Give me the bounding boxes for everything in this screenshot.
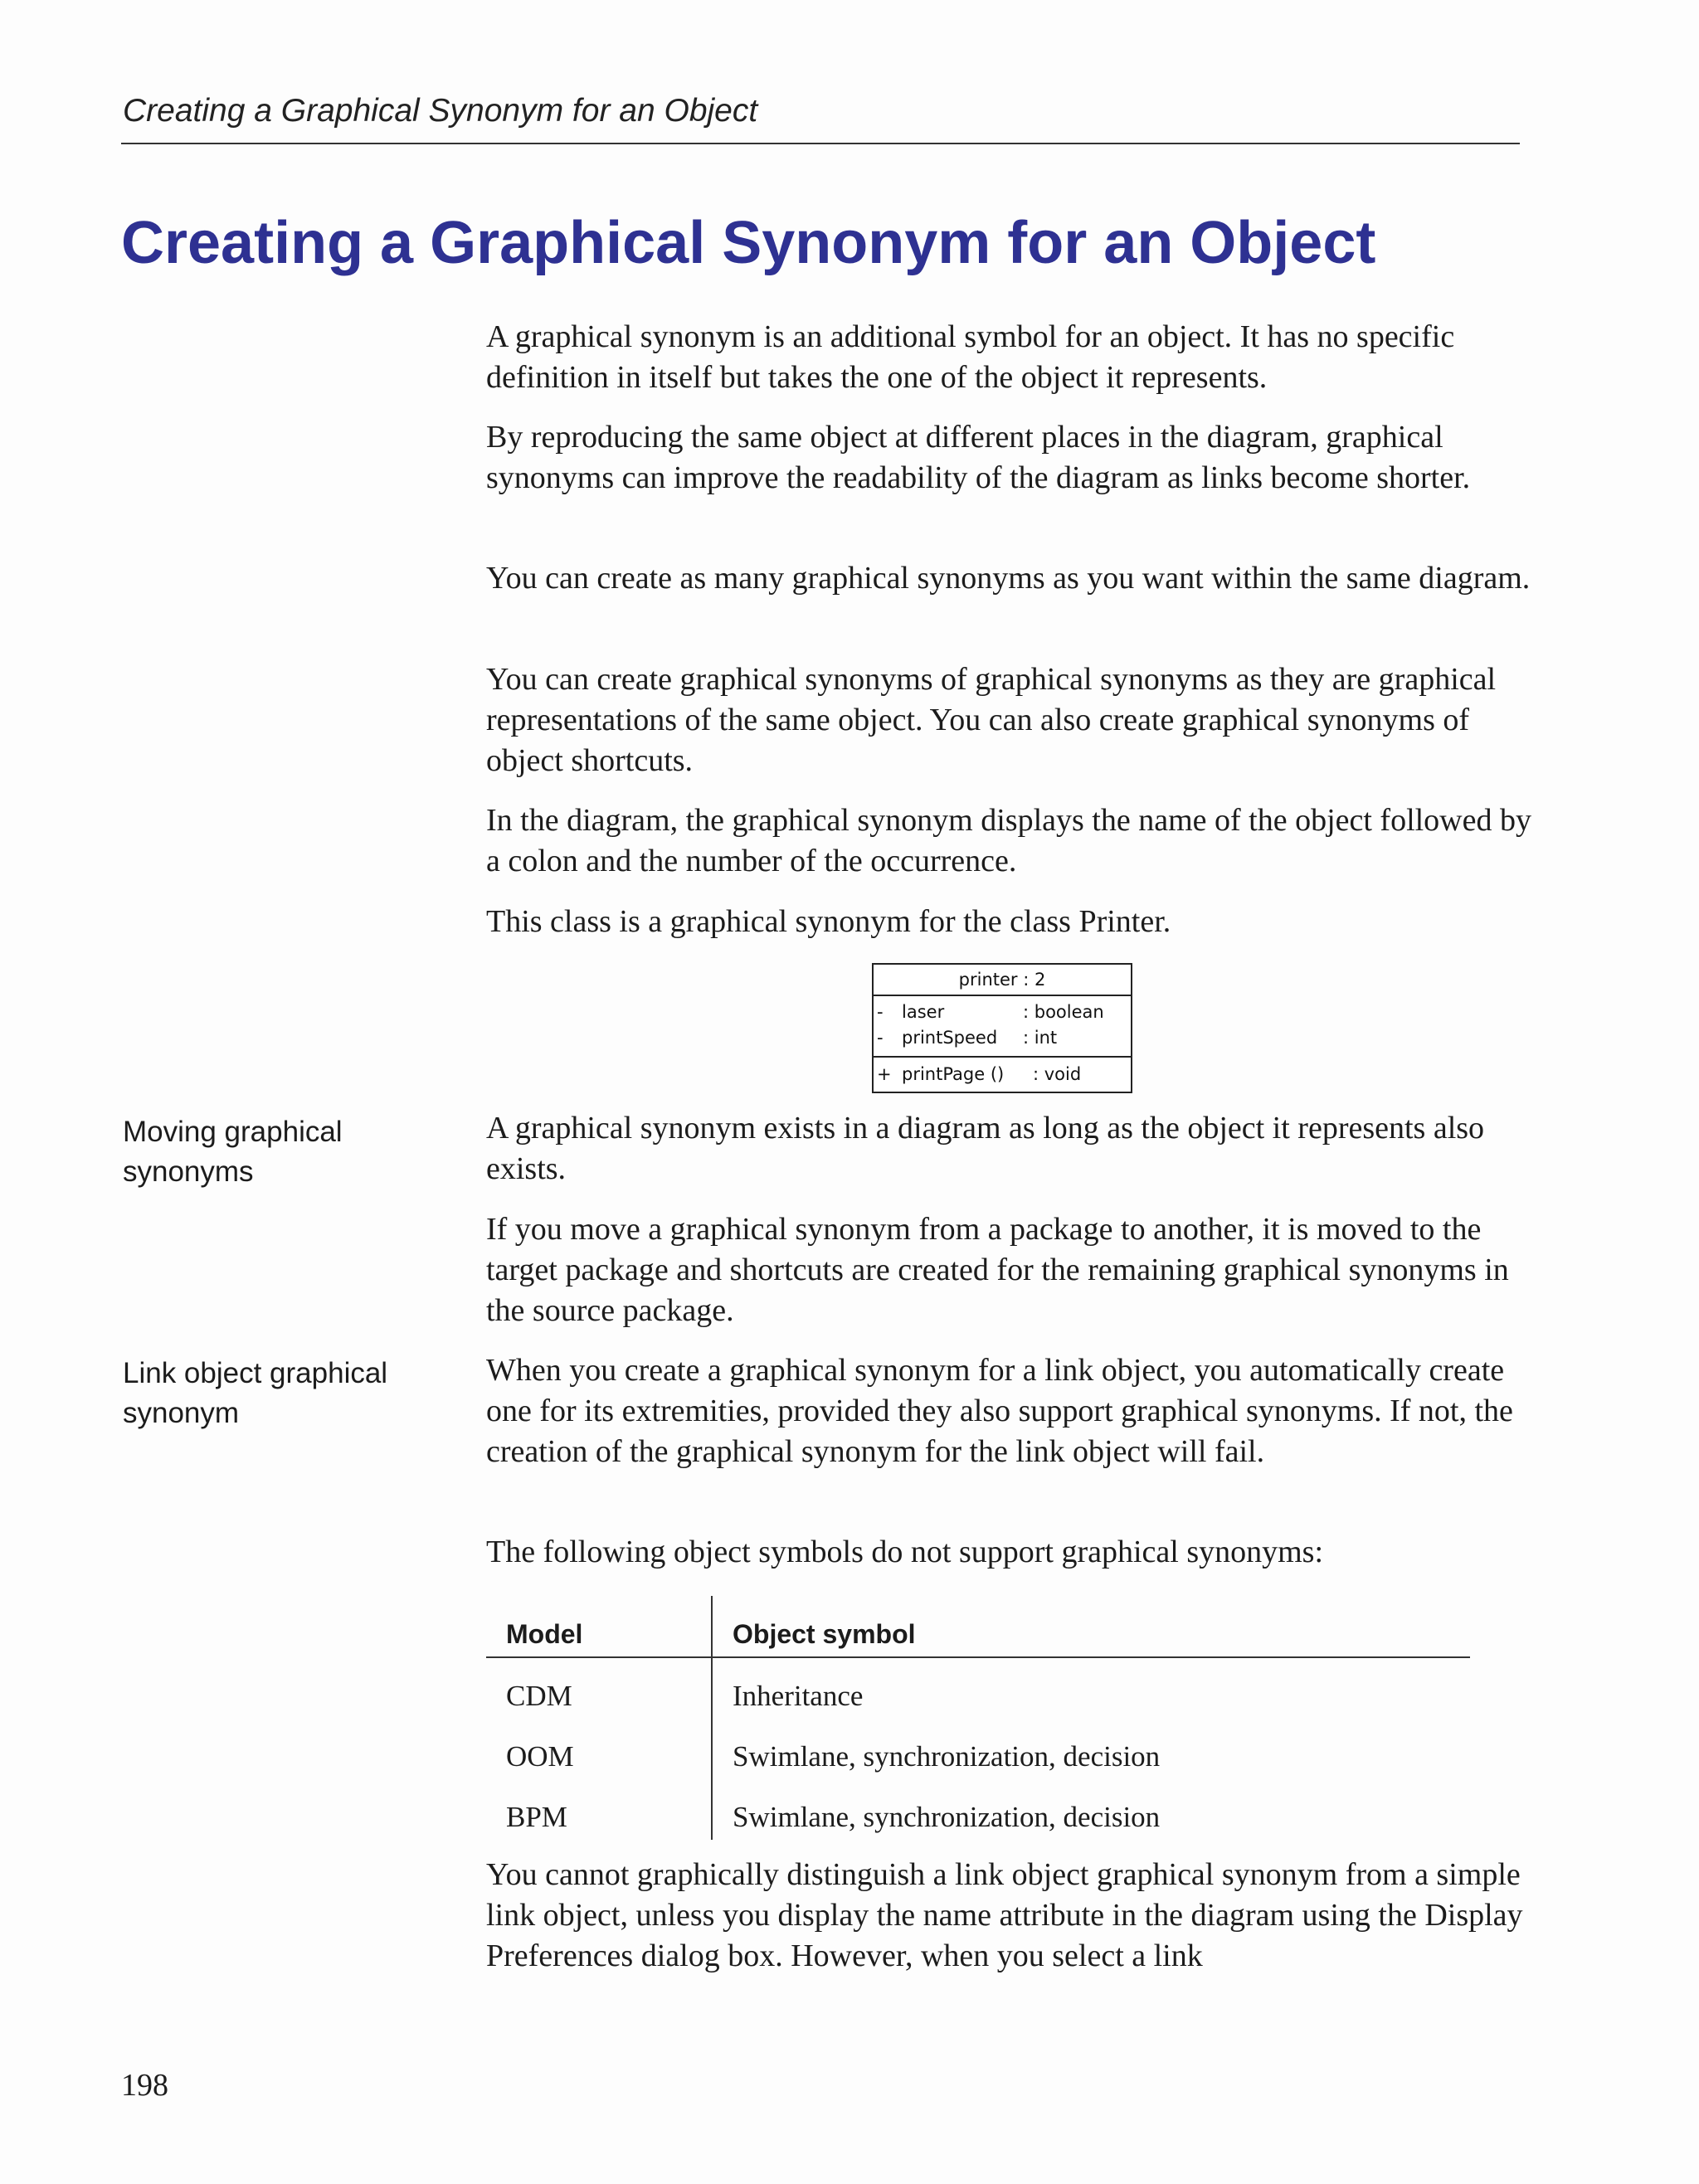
link-object-paragraph-2: The following object symbols do not support graphical synonyms:: [486, 1535, 1324, 1569]
table-header-object-symbol: Object symbol: [733, 1619, 916, 1649]
table-cell-model: OOM: [506, 1740, 574, 1773]
uml-visibility: +: [877, 1064, 892, 1084]
uml-attribute-name: laser: [902, 1002, 945, 1022]
moving-paragraph-1: A graphical synonym exists in a diagram as long as the object it represents also exists.: [486, 1111, 1485, 1186]
table-cell-object-symbol: Inheritance: [733, 1680, 864, 1712]
uml-operation-type: : void: [1033, 1064, 1082, 1084]
table-cell-object-symbol: Swimlane, synchronization, decision: [733, 1801, 1161, 1833]
uml-attribute-type: : int: [1023, 1028, 1058, 1048]
uml-operations: [874, 1058, 1131, 1092]
table-cell-model: CDM: [506, 1680, 572, 1712]
uml-operation-row: [874, 1062, 1131, 1087]
table-cell-model: BPM: [506, 1801, 567, 1833]
intro-paragraph-6: This class is a graphical synonym for the class Printer.: [486, 904, 1171, 939]
intro-paragraph-1: A graphical synonym is an additional symbol for an object. It has no specific definition in itself but takes the one of the object it represents.: [486, 319, 1455, 395]
side-label-link-object: Link object graphical synonym: [123, 1357, 388, 1429]
table-header-model: Model: [506, 1619, 583, 1649]
page-title: Creating a Graphical Synonym for an Object: [121, 210, 1376, 276]
uml-class-name: printer : 2: [874, 965, 1131, 996]
closing-paragraph: You cannot graphically distinguish a link object graphical synonym from a simple link object, unless you display the name attribute in the diagram using the Display Preferences dialog box. However, when you select a link: [486, 1857, 1523, 1973]
uml-operation-name: printPage (): [902, 1064, 1005, 1084]
uml-visibility: -: [877, 1028, 884, 1048]
uml-visibility: -: [877, 1002, 884, 1022]
uml-class-symbol: [872, 963, 1132, 1093]
uml-attribute-type: : boolean: [1023, 1002, 1104, 1022]
link-object-paragraph-1: When you create a graphical synonym for a link object, you automatically create one for its extremities, provided they also support graphical synonyms. If not, the creation of the graphical synonym for the link object will fail.: [486, 1353, 1513, 1469]
moving-paragraph-2: If you move a graphical synonym from a package to another, it is moved to the target package and shortcuts are created for the remaining graphical synonyms in the source package.: [486, 1212, 1509, 1328]
uml-attribute-name: printSpeed: [902, 1028, 998, 1048]
uml-attribute-row: [874, 1000, 1131, 1024]
side-label-moving: Moving graphical synonyms: [123, 1116, 343, 1188]
table-column-divider: [711, 1596, 713, 1840]
table-cell-object-symbol: Swimlane, synchronization, decision: [733, 1740, 1161, 1773]
uml-attributes: [874, 996, 1131, 1058]
intro-paragraph-3: You can create as many graphical synonyms as you want within the same diagram.: [486, 561, 1531, 596]
page-number: 198: [121, 2068, 168, 2103]
running-header: Creating a Graphical Synonym for an Object: [123, 93, 758, 129]
intro-paragraph-4: You can create graphical synonyms of graphical synonyms as they are graphical representations of the same object. You can also create graphical synonyms of object shortcuts.: [486, 662, 1497, 778]
intro-paragraph-2: By reproducing the same object at different places in the diagram, graphical synonyms can improve the readability of the diagram as links become shorter.: [486, 420, 1471, 495]
table-header-rule: [486, 1656, 1470, 1658]
header-rule: [121, 143, 1520, 144]
uml-attribute-row: [874, 1025, 1131, 1050]
intro-paragraph-5: In the diagram, the graphical synonym displays the name of the object followed by a colon and the number of the occurrence.: [486, 803, 1531, 878]
